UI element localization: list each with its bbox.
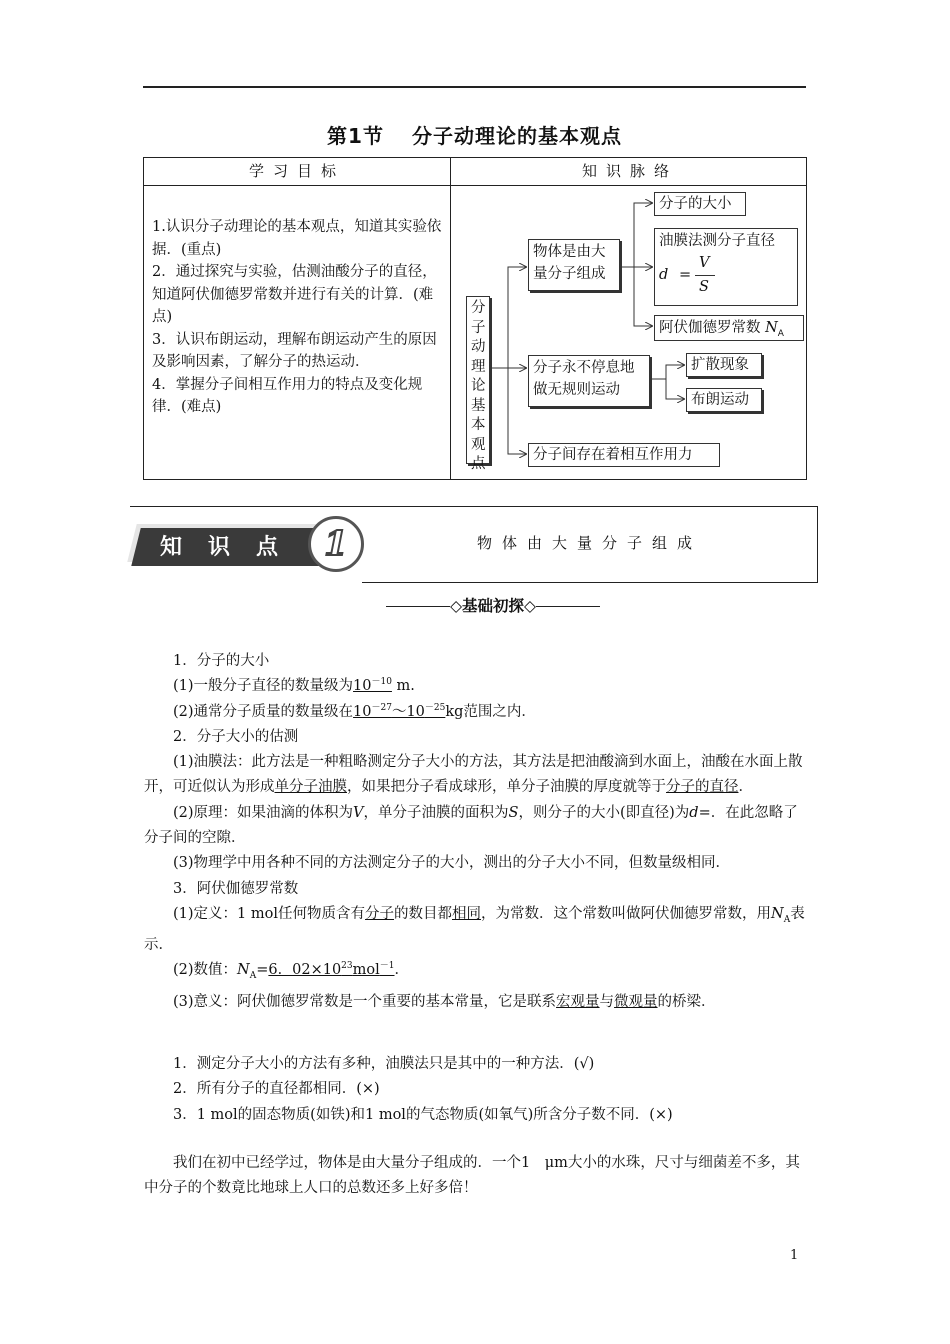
mindmap-branch-1 (528, 239, 620, 291)
judgment-item: 3．1 mol的固态物质(如铁)和1 mol的气态物质(如氧气)所含分子数不同．(×) (173, 1106, 673, 1123)
text-run: (3)意义：阿伏伽德罗常数是一个重要的基本常量，它是联系 (173, 993, 557, 1010)
mindmap-branch-3 (528, 443, 720, 467)
subscript: A (783, 914, 791, 925)
content-line (144, 750, 808, 801)
text-run: (2)数值： (173, 962, 238, 979)
variable: S (508, 804, 519, 821)
formula-eq: = (679, 267, 692, 283)
objectives-table (143, 157, 807, 480)
text-run: (2)原理：如果油滴的体积为 (173, 804, 354, 821)
goal-item: 3．认识布朗运动，理解布朗运动产生的原因及影响因素，了解分子的热运动． (152, 331, 437, 370)
content-line: 1．分子的大小 (173, 653, 270, 669)
superscript: －25 (424, 702, 446, 713)
mindmap-node-size-label: 分子的大小 (659, 196, 732, 212)
content-line (144, 958, 808, 989)
heading-rule-right (536, 606, 600, 607)
text-run: ． (738, 779, 753, 796)
content-line (144, 990, 808, 1015)
content-line: 2．分子大小的估测 (173, 728, 299, 745)
goal-item: 1.认识分子动理论的基本观点，知道其实验依据．(重点) (152, 219, 442, 258)
blank-answer: 相同 (452, 905, 481, 922)
blank-answer (353, 678, 392, 694)
avogadro-subscript: A (777, 328, 784, 339)
text-run: 6．02×10 (268, 962, 342, 979)
title-name: 分子动理论的基本观点 (411, 124, 622, 148)
content-line: (3)物理学中用各种不同的方法测定分子的大小，测出的分子大小不同，但数量级相同． (173, 855, 731, 872)
text-run: ，如果把分子看成球形，单分子油膜的厚度就等于 (347, 779, 666, 796)
variable: N (771, 905, 784, 922)
text-run: (1)定义：1 mol任何物质含有 (173, 905, 365, 922)
header-map: 知识脉络 (581, 162, 678, 180)
text-run: ～10 (391, 703, 425, 720)
knowledge-point-banner (130, 506, 819, 586)
content-line (144, 902, 808, 958)
text-run: (1)一般分子直径的数量级为 (173, 678, 354, 695)
title-section: 第1节 (327, 124, 384, 148)
blank-answer: 单分子油膜 (274, 779, 347, 796)
header-goals: 学习目标 (248, 162, 345, 180)
variable: d (689, 804, 699, 821)
mindmap-node-diffusion (686, 353, 762, 377)
mindmap-node-brownian (686, 388, 762, 412)
text-run: (1)油膜法：此方法是一种粗略测定分子大小的方法，其方法是把油酸滴到水面上，油酸在水面上散开，可近似认为形成 (144, 754, 803, 796)
mindmap-node-size (654, 192, 746, 216)
formula-numerator: V (699, 255, 710, 271)
text-run: 范围之内． (463, 703, 536, 720)
text-run: 与 (599, 993, 615, 1010)
blank-answer (268, 962, 394, 978)
superscript: 23 (341, 961, 353, 972)
section-heading-text: ◇基础初探◇ (450, 597, 536, 615)
mindmap-node-oilfilm-label: 油膜法测分子直径 (659, 233, 775, 249)
judgment-item: 1．测定分子大小的方法有多种，油膜法只是其中的一种方法．(√) (173, 1056, 595, 1072)
mindmap-node-diffusion-label: 扩散现象 (691, 357, 749, 373)
banner-number: 1 (308, 516, 364, 572)
text-run: 的数目都 (394, 905, 452, 922)
formula-d-symbol: d (659, 267, 669, 283)
text-run: 的桥梁． (657, 993, 716, 1010)
text-run: ． (394, 962, 409, 979)
variable: N (237, 962, 250, 979)
mindmap-root (466, 296, 490, 472)
mindmap-node-avogadro-label: 阿伏伽德罗常数 (659, 320, 761, 336)
mindmap-branch-3-label: 分子间存在着相互作用力 (533, 447, 693, 463)
banner-topic: 物体由大量分子组成 (476, 534, 702, 552)
text-run: ，单分子油膜的面积为 (363, 804, 509, 821)
text-run: 10 (353, 703, 372, 720)
avogadro-symbol: N (765, 320, 778, 336)
content-line (144, 700, 808, 725)
blank-answer: 分子的直径 (666, 779, 739, 796)
blank-answer: 宏观量 (556, 993, 600, 1010)
banner-top-rule (130, 506, 364, 507)
text-run: kg (445, 703, 464, 720)
blank-answer: 分子 (365, 905, 394, 922)
judgment-list (144, 1052, 808, 1128)
formula-denominator: S (699, 279, 709, 295)
mindmap-branch-1-label: 物体是由大量分子组成 (533, 244, 606, 282)
text-run: 10 (353, 678, 372, 695)
blank-answer (353, 704, 445, 720)
superscript: －10 (371, 677, 392, 688)
text-run: mol (352, 962, 380, 979)
text-run: 表示． (144, 905, 805, 954)
goal-item: 2．通过探究与实验，估测油酸分子的直径，知道阿伏伽德罗常数并进行有关的计算．(难点) (152, 264, 437, 325)
text-run: (2)通常分子质量的数量级在 (173, 703, 354, 720)
discussion-paragraph (144, 1151, 808, 1202)
text-run: ，为常数．这个常数叫做阿伏伽德罗常数，用 (481, 905, 771, 922)
blank-answer: 微观量 (614, 993, 658, 1010)
page-title (143, 120, 806, 149)
mindmap-node-brownian-label: 布朗运动 (691, 392, 749, 408)
content-line: 3．阿伏伽德罗常数 (173, 880, 299, 897)
superscript: －1 (379, 961, 395, 972)
mindmap-node-oilfilm (654, 228, 798, 306)
judgment-item: 2．所有分子的直径都相同．(×) (173, 1081, 380, 1098)
text-run: = (256, 962, 269, 979)
content-line (144, 801, 808, 852)
variable: V (353, 804, 364, 821)
banner-label: 知识点 (160, 535, 305, 560)
mindmap-root-label: 分子动理论基本观点 (471, 300, 486, 472)
header-rule (143, 86, 806, 88)
section-heading (360, 594, 626, 616)
superscript: －27 (371, 702, 392, 713)
subscript: A (249, 971, 257, 982)
text-run: =．在此忽略了分子间的空隙． (144, 804, 798, 847)
goal-item: 4．掌握分子间相互作用力的特点及变化规律．(难点) (152, 376, 423, 415)
content-line (144, 674, 808, 699)
formula-d (659, 252, 793, 300)
heading-rule-left (386, 606, 450, 607)
content-body (144, 649, 808, 1015)
page-number: 1 (790, 1248, 799, 1263)
text-run: ，则分子的大小(即直径)为 (518, 804, 690, 821)
text-run: m. (391, 678, 415, 695)
mindmap-branch-2-label: 分子永不停息地做无规则运动 (533, 360, 635, 398)
mindmap-node-avogadro (654, 315, 804, 341)
mindmap-branch-2 (528, 355, 650, 407)
discussion-text: 我们在初中已经学过，物体是由大量分子组成的．一个1 μm大小的水珠，尺寸与细菌差不多，其中分子的个数竟比地球上人口的总数还多上好多倍！ (144, 1155, 800, 1197)
